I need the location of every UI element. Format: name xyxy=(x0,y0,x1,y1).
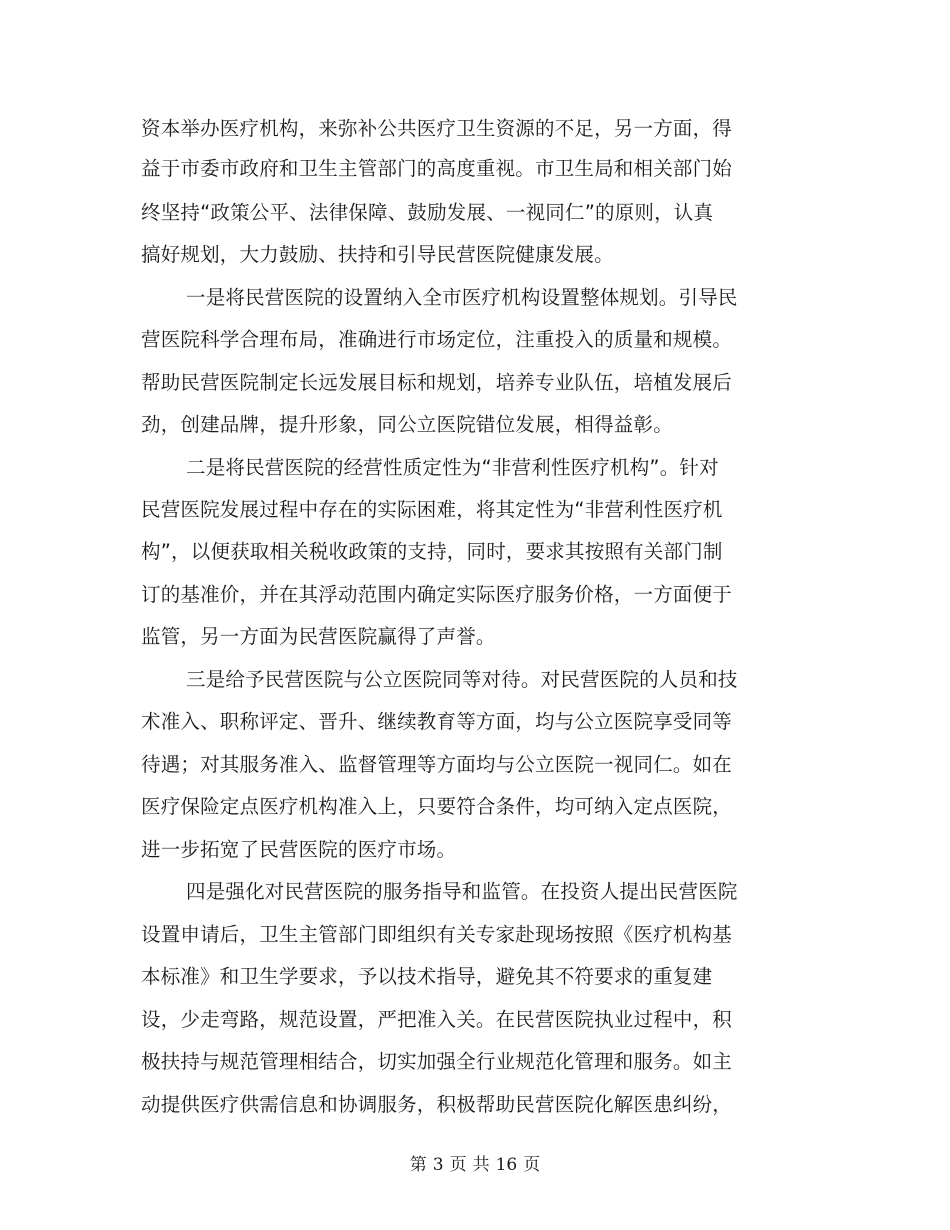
text-line: 资本举办医疗机构，来弥补公共医疗卫生资源的不足，另一方面，得 xyxy=(141,117,733,140)
text-line: 劲，创建品牌，提升形象，同公立医院错位发展，相得益彰。 xyxy=(141,413,673,436)
footer-label-di: 第 xyxy=(409,1155,427,1175)
text-line: 医疗保险定点医疗机构准入上，只要符合条件，均可纳入定点医院， xyxy=(141,795,733,818)
text-line: 帮助民营医院制定长远发展目标和规划，培养专业队伍，培植发展后 xyxy=(141,371,733,394)
text-line: 营医院科学合理布局，准确进行市场定位，注重投入的质量和规模。 xyxy=(141,328,733,351)
paragraph-start-line: 三是给予民营医院与公立医院同等对待。对民营医院的人员和技 xyxy=(186,668,738,691)
footer-total-pages: 16 xyxy=(495,1155,518,1175)
text-line: 民营医院发展过程中存在的实际困难，将其定性为“非营利性医疗机 xyxy=(141,498,723,521)
footer-label-ye2: 页 xyxy=(523,1155,541,1175)
text-line: 构”，以便获取相关税收政策的支持，同时，要求其按照有关部门制 xyxy=(141,540,723,563)
text-line: 动提供医疗供需信息和协调服务，积极帮助民营医院化解医患纠纷， xyxy=(141,1093,733,1116)
footer-page-number: 3 xyxy=(432,1155,444,1175)
paragraph-start-line: 四是强化对民营医院的服务指导和监管。在投资人提出民营医院 xyxy=(186,880,738,903)
text-line: 终坚持“政策公平、法律保障、鼓励发展、一视同仁”的原则，认真 xyxy=(141,201,714,224)
text-line: 待遇；对其服务准入、监督管理等方面均与公立医院一视同仁。如在 xyxy=(141,753,733,776)
paragraph-start-line: 一是将民营医院的设置纳入全市医疗机构设置整体规划。引导民 xyxy=(186,286,738,309)
text-line: 术准入、职称评定、晋升、继续教育等方面，均与公立医院享受同等 xyxy=(141,710,733,733)
text-line: 设置申请后，卫生主管部门即组织有关专家赴现场按照《医疗机构基 xyxy=(141,923,733,946)
text-line: 订的基准价，并在其浮动范围内确定实际医疗服务价格，一方面便于 xyxy=(141,583,733,606)
text-line: 监管，另一方面为民营医院赢得了声誉。 xyxy=(141,625,496,648)
text-line: 搞好规划，大力鼓励、扶持和引导民营医院健康发展。 xyxy=(141,243,614,266)
footer-label-gong: 共 xyxy=(472,1155,490,1175)
footer-label-ye: 页 xyxy=(449,1155,467,1175)
paragraph-start-line: 二是将民营医院的经营性质定性为“非营利性医疗机构”。针对 xyxy=(186,456,719,479)
text-line: 极扶持与规范管理相结合，切实加强全行业规范化管理和服务。如主 xyxy=(141,1050,733,1073)
text-line: 本标准》和卫生学要求，予以技术指导，避免其不符要求的重复建 xyxy=(141,965,713,988)
text-line: 益于市委市政府和卫生主管部门的高度重视。市卫生局和相关部门始 xyxy=(141,157,733,180)
text-line: 进一步拓宽了民营医院的医疗市场。 xyxy=(141,838,457,861)
page-footer xyxy=(0,1154,950,1176)
text-line: 设，少走弯路，规范设置，严把准入关。在民营医院执业过程中，积 xyxy=(141,1008,733,1031)
